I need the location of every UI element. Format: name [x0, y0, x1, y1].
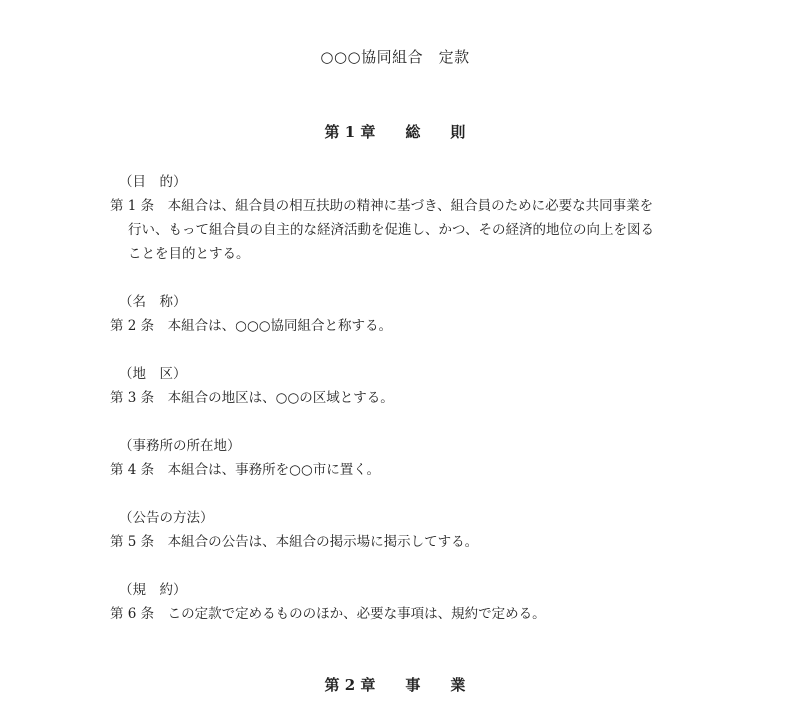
- article-text: この定款で定めるもののほか、必要な事項は、規約で定める。: [154, 606, 546, 622]
- article-caption: （目 的）: [119, 174, 187, 190]
- article-6: [110, 578, 690, 626]
- document-title: ○○○協同組合 定款: [320, 48, 470, 66]
- article-caption: （地 区）: [119, 366, 187, 382]
- article-number: 第 2 条: [110, 318, 155, 334]
- article-3: [110, 362, 690, 410]
- article-2: [110, 290, 690, 338]
- article-number: 第 1 条: [110, 198, 155, 214]
- article-body: [110, 194, 690, 266]
- article-text: 本組合は、事務所を○○市に置く。: [154, 462, 380, 478]
- article-4: [110, 434, 690, 482]
- chapter-2-heading: 第 2 章 事 業: [324, 676, 466, 694]
- article-number: 第 3 条: [110, 390, 155, 406]
- article-number: 第 5 条: [110, 534, 155, 550]
- article-5: [110, 506, 690, 554]
- article-list: [110, 170, 690, 650]
- article-body: [110, 530, 690, 554]
- article-number: 第 4 条: [110, 462, 155, 478]
- article-text: 本組合の公告は、本組合の掲示場に掲示してする。: [154, 534, 479, 550]
- article-caption: （事務所の所在地）: [119, 438, 241, 454]
- article-1: [110, 170, 690, 266]
- article-body: [110, 458, 690, 482]
- article-caption: （規 約）: [119, 582, 187, 598]
- article-text: 本組合は、組合員の相互扶助の精神に基づき、組合員のために必要な共同事業を 行い、もって組合員の自主的な経済活動を促進し、かつ、その経済的地位の向上を図る ことを目的とする。: [128, 198, 654, 262]
- article-caption: （公告の方法）: [119, 510, 214, 526]
- article-text: 本組合は、○○○協同組合と称する。: [154, 318, 393, 334]
- chapter-1-heading: 第 1 章 総 則: [324, 123, 466, 141]
- article-caption: （名 称）: [119, 294, 187, 310]
- article-number: 第 6 条: [110, 606, 155, 622]
- article-body: [110, 602, 690, 626]
- article-text: 本組合の地区は、○○の区域とする。: [154, 390, 394, 406]
- article-body: [110, 386, 690, 410]
- article-body: [110, 314, 690, 338]
